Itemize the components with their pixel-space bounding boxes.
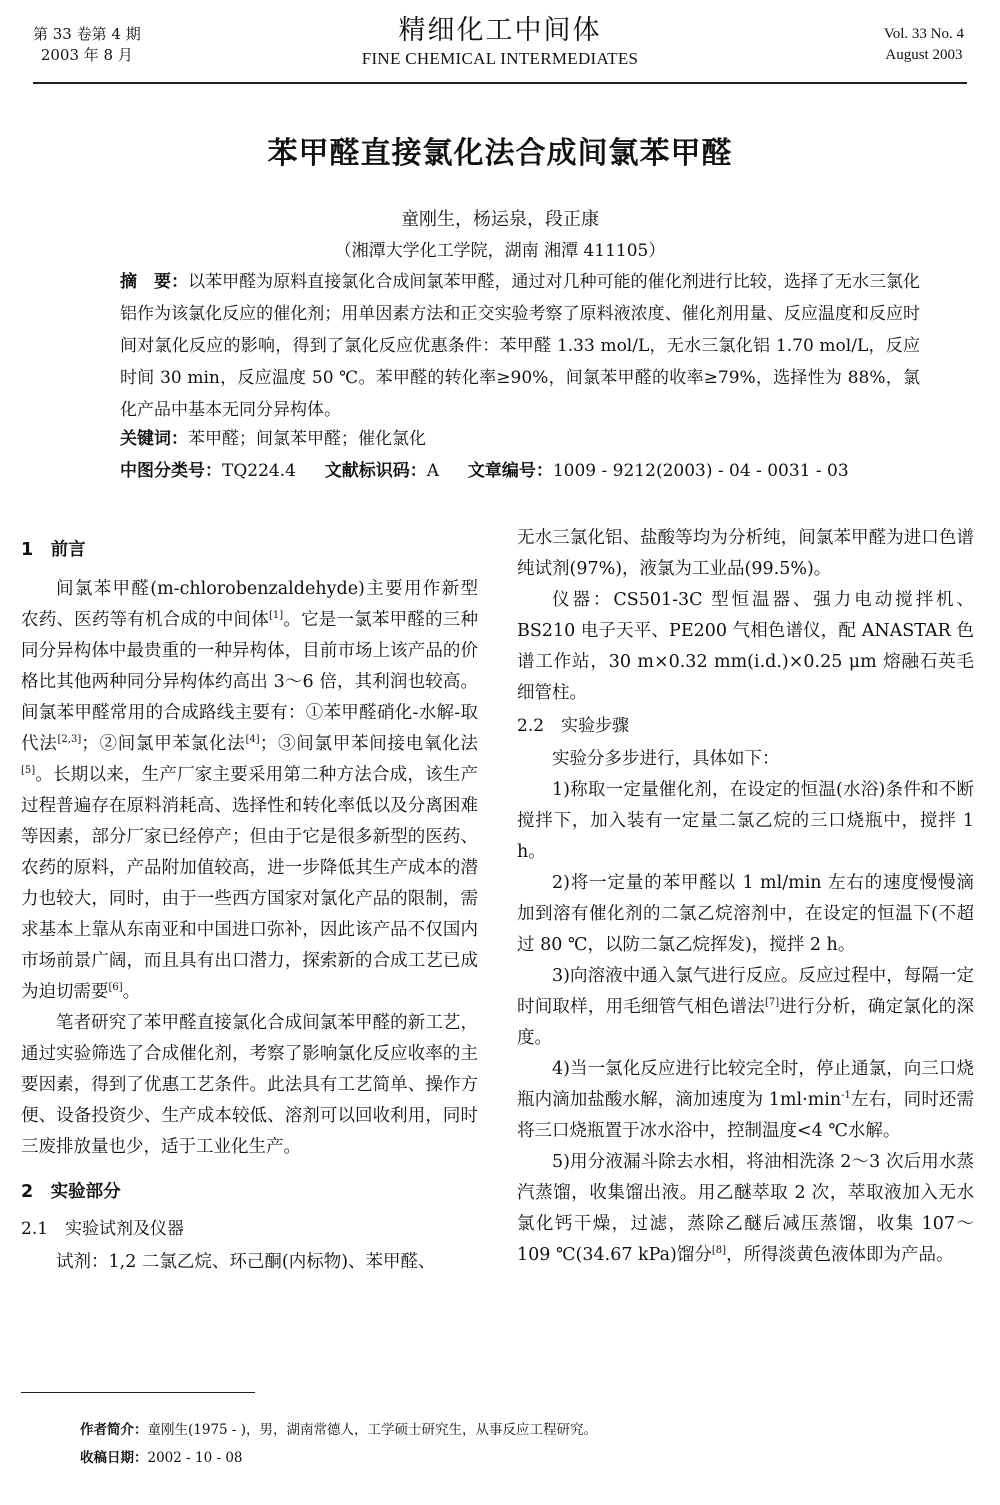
footnote-received-label: 收稿日期： xyxy=(80,1450,148,1466)
citation: [1] xyxy=(268,610,284,622)
keywords-text: 苯甲醛；间氯苯甲醛；催化氯化 xyxy=(188,429,426,449)
paragraph-step-1: 1)称取一定量催化剂，在设定的恒温(水浴)条件和不断搅拌下，加入装有一定量二氯乙烷的三口烧瓶中，搅拌 1 h。 xyxy=(517,780,974,862)
classification xyxy=(120,456,849,486)
paragraph-instruments: 仪器：CS501-3C 型恒温器、强力电动搅拌机、BS210 电子天平、PE200 气相色谱仪，配 ANASTAR 色谱工作站，30 m×0.32 mm(i.d.)×0.25 μm 熔融石英毛细管柱。 xyxy=(517,590,974,703)
journal-name-en: FINE CHEMICAL INTERMEDIATES xyxy=(361,49,639,68)
citation: [6] xyxy=(108,982,123,994)
paragraph-step-4: 4)当一氯化反应进行比较完全时，停止通氯，向三口烧瓶内滴加盐酸水解，滴加速度为 $1ml\cdot\min^{-1}$左右，同时还需将三口烧瓶置于冰水浴中，控制温度<4 ℃水解。 xyxy=(517,1059,975,1141)
citation: [8] xyxy=(711,1245,727,1257)
header-rule xyxy=(33,82,967,84)
journal-name xyxy=(0,14,1000,70)
paragraph-step-3: 3)向溶液中通入氯气进行反应。反应过程中，每隔一定时间取样，用毛细管气相色谱法[7]进行分析，确定氯化的深度。 xyxy=(517,966,974,1048)
section-1-heading: 1 前言 xyxy=(21,540,86,560)
article-affiliation: （湘潭大学化工学院，湖南 湘潭 411105） xyxy=(334,241,666,261)
article-authors: 童刚生，杨运泉，段正康 xyxy=(401,209,599,230)
left-column xyxy=(21,523,478,1278)
keywords-label: 关键词： xyxy=(120,429,188,449)
footnote-author-label: 作者简介： xyxy=(80,1422,148,1438)
article-number-label: 文章编号： xyxy=(467,461,553,481)
footnote-received xyxy=(80,1448,243,1468)
paragraph-step-5: 5)用分液漏斗除去水相，将油相洗涤 2～3 次后用水蒸汽蒸馏，收集馏出液。用乙醚萃取 2 次，萃取液加入无水氯化钙干燥，过滤，蒸除乙醚后减压蒸馏，收集 107～109 ℃(34.67 kPa)馏分[8]，所得淡黄色液体即为产品。 xyxy=(517,1152,974,1265)
footnote-author-text: 童刚生(1975 - )，男，湖南常德人，工学硕士研究生，从事反应工程研究。 xyxy=(147,1422,598,1438)
unit-exponent: -1 xyxy=(841,1090,851,1102)
issue-info-en xyxy=(884,24,964,66)
issue-date: 2003 年 8 月 xyxy=(40,46,133,64)
citation: [2,3] xyxy=(57,734,82,746)
abstract xyxy=(80,266,920,426)
clc-label: 中图分类号： xyxy=(120,461,222,481)
keywords xyxy=(120,424,426,454)
footnote-rule xyxy=(21,1392,255,1393)
article-number-value: 1009 - 9212(2003) - 04 - 0031 - 03 xyxy=(552,461,849,481)
section-2-1-heading: 2.1 实验试剂及仪器 xyxy=(21,1219,185,1239)
paragraph-steps-intro: 实验分多步进行，具体如下： xyxy=(552,749,780,769)
paragraph-intro-1: 间氯苯甲醛(m-chlorobenzaldehyde)主要用作新型农药、医药等有机合成的中间体[1]。它是一氯苯甲醛的三种同分异构体中最贵重的一种异构体，目前市场上该产品的价格比其他两种同分异构体约高出 3～6 倍，其利润也较高。间氯苯甲醛常用的合成路线主要有：①苯甲醛硝化-水解-取代法[2,3]；②间氯甲苯氯化法[4]；③间氯甲苯间接电氧化法[5]。长期以来，生产厂家主要采用第二种方法合成，该生产过程普遍存在原料消耗高、选择性和转化率低以及分离困难等因素，部分厂家已经停产；但由于它是很多新型的医药、农药的原料，产品附加值较高，进一步降低其生产成本的潜力也较大，同时，由于一些西方国家对氯化产品的限制，需求基本上靠从东南亚和中国进口弥补，因此该产品不仅国内市场前景广阔，而且具有出口潜力，探索新的合成工艺已成为迫切需要[6]。 xyxy=(21,579,479,1002)
section-2-heading: 2 实验部分 xyxy=(21,1182,121,1202)
abstract-text: 以苯甲醛为原料直接氯化合成间氯苯甲醛，通过对几种可能的催化剂进行比较，选择了无水三氯化铝作为该氯化反应的催化剂；用单因素方法和正交实验考察了原料液浓度、催化剂用量、反应温度和反应时间对氯化反应的影响，得到了氯化反应优惠条件：苯甲醛 1.33 mol/L，无水三氯化铝 1.70 mol/L，反应时间 30 min，反应温度 50 ℃。苯甲醛的转化率≥90%，间氯苯甲醛的收率≥79%，选择性为 88%，氯化产品中基本无同分异构体。 xyxy=(120,272,921,420)
abstract-label: 摘 要： xyxy=(120,272,189,292)
issue-date-en: August 2003 xyxy=(885,47,963,63)
paragraph-reagents-cont: 无水三氯化铝、盐酸等均为分析纯，间氯苯甲醛为进口色谱纯试剂(97%)，液氯为工业品(99.5%)。 xyxy=(517,528,974,579)
footnote-received-text: 2002 - 10 - 08 xyxy=(147,1450,243,1466)
footnote-author xyxy=(80,1420,597,1440)
citation: [5] xyxy=(21,765,36,777)
article-title: 苯甲醛直接氯化法合成间氯苯甲醛 xyxy=(267,136,733,171)
doc-code-value: A xyxy=(426,461,440,481)
doc-code-label: 文献标识码： xyxy=(324,461,427,481)
section-2-2-heading: 2.2 实验步骤 xyxy=(517,716,630,736)
journal-name-cn: 精细化工中间体 xyxy=(398,15,602,46)
citation: [4] xyxy=(245,734,260,746)
paragraph-reagents: 试剂：1,2 二氯乙烷、环己酮(内标物)、苯甲醛、 xyxy=(56,1252,436,1272)
paragraph-intro-2: 笔者研究了苯甲醛直接氯化合成间氯苯甲醛的新工艺，通过实验筛选了合成催化剂，考察了影响氯化反应收率的主要因素，得到了优惠工艺条件。此法具有工艺简单、操作方便、设备投资少、生产成本较低、溶剂可以回收利用，同时三废排放量也少，适于工业化生产。 xyxy=(21,1013,478,1157)
issue-volume-en: Vol. 33 No. 4 xyxy=(883,26,964,42)
clc-value: TQ224.4 xyxy=(222,461,296,481)
citation: [7] xyxy=(764,997,780,1009)
page-header xyxy=(0,0,1000,84)
right-column xyxy=(517,523,974,1271)
issue-volume: 第 33 卷第 4 期 xyxy=(33,25,141,43)
paragraph-step-2: 2)将一定量的苯甲醛以 1 ml/min 左右的速度慢慢滴加到溶有催化剂的二氯乙烷溶剂中，在设定的恒温下(不超过 80 ℃，以防二氯乙烷挥发)，搅拌 2 h。 xyxy=(517,873,974,955)
